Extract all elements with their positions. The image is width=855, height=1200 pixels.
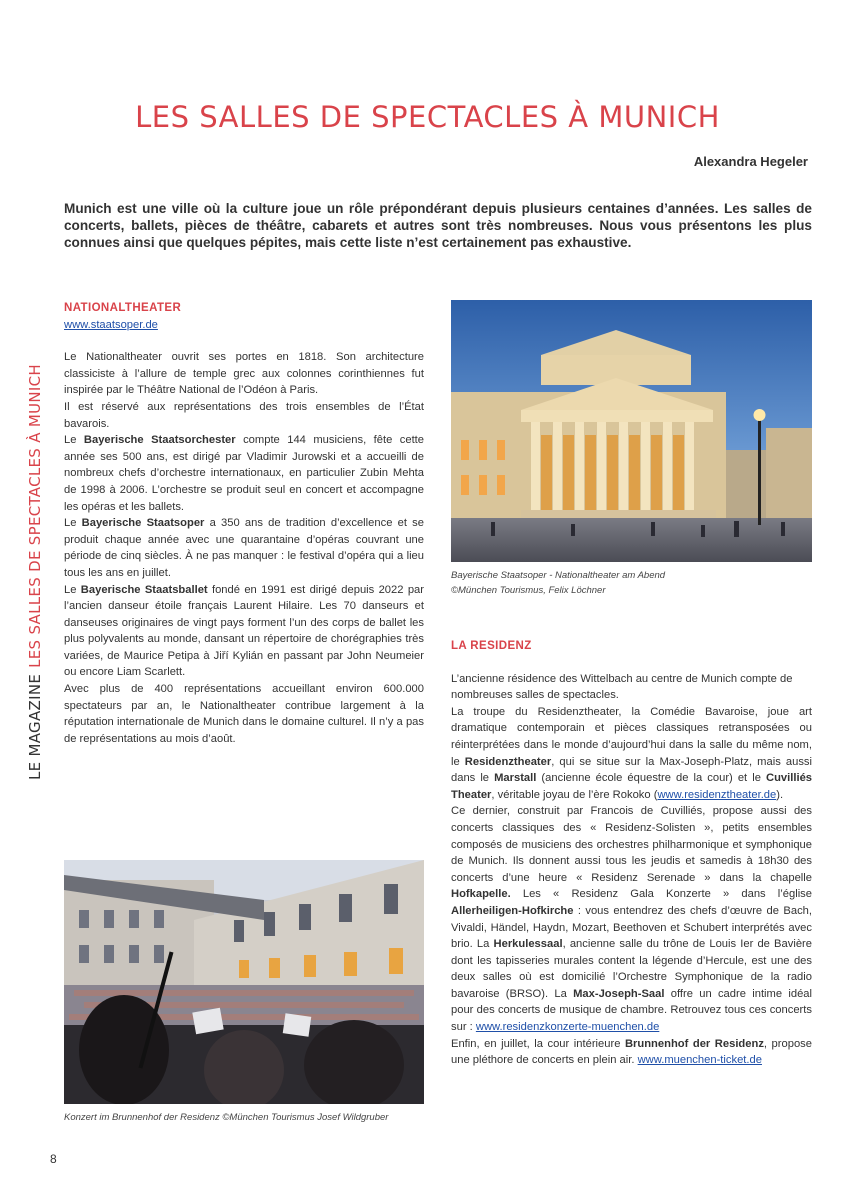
- nationaltheater-paragraph: Avec plus de 400 représentations accueillant environ 600.000 spectateurs par an, le Nationaltheater contribue largement à la réputation internationale de Munich dans le domaine culturel. Il n’y a pas de représentations au mois d’août.: [64, 683, 424, 745]
- hofkirche-name: Allerheiligen-Hofkirche: [451, 904, 574, 917]
- text-run: ).: [776, 788, 784, 801]
- text-run: , propose une pléthore de concerts en plein air.: [451, 1037, 812, 1067]
- magazine-label: LE MAGAZINE: [26, 673, 44, 780]
- residenz-section: [451, 638, 812, 1069]
- text-run: Ce dernier, construit par Francois de Cuvilliés, propose aussi des concerts classiques des « Residenz-Solisten », petits ensembles composés de musiciens des orchestres philharmonique et symphonique de Munich. Ils donnent aussi tous les jeudis et samedis à 18h30 des concerts d’une heure « Residenz Serenade » dans la chapelle: [451, 805, 812, 884]
- cuvillies-name: Cuvilliés Theater: [451, 772, 813, 801]
- text-run: Le: [64, 434, 84, 447]
- text-run: fondé en 1991 est dirigé depuis 2022 par l’ancien danseur étoile français Laurent Hilaire. Les 70 danseurs et danseuses originaires de vingt pays forment l’un des corps de ballet les plus polyvalents au monde, dansant un répertoire de chorégraphies très variées, de Maurice Petipa à Jiří Kylián en passant par John Neumeier ou encore Liam Scarlett.: [64, 583, 424, 679]
- author-name: Alexandra Hegeler: [693, 154, 808, 169]
- brunnenhof-paragraph: [451, 1036, 812, 1069]
- nationaltheater-heading: NATIONALTHEATER: [64, 302, 182, 314]
- herkulessaal-name: Herkulessaal: [493, 938, 563, 951]
- photo-caption: [451, 568, 812, 598]
- muenchen-ticket-link[interactable]: www.muenchen-ticket.de: [637, 1054, 762, 1067]
- text-run: Le: [64, 517, 82, 530]
- text-run: Le: [64, 583, 81, 596]
- page-number: 8: [50, 1152, 57, 1166]
- caption-line: Bayerische Staatsoper - Nationaltheater am Abend: [451, 570, 666, 581]
- concerts-paragraph: [451, 803, 812, 1035]
- caption-credit: ©München Tourismus, Felix Löchner: [451, 585, 606, 596]
- residenz-heading: LA RESIDENZ: [451, 640, 532, 652]
- hofkapelle-name: Hofkapelle.: [451, 888, 511, 901]
- side-section-label: [26, 364, 44, 780]
- staatsoper-name: Bayerische Staatsoper: [81, 517, 205, 530]
- staatsballet-paragraph: [64, 582, 424, 682]
- text-run: (ancienne école équestre de la cour) et le: [536, 772, 766, 785]
- page-title: LES SALLES DE SPECTACLES À MUNICH: [135, 100, 720, 134]
- residenztheater-link[interactable]: www.residenztheater.de: [657, 788, 777, 801]
- text-run: a 350 ans de tradition d’excellence et se produit chaque année avec une quarantaine d’opéras couvrant une période de cinq siècles. À ne pas manquer : le festival d’opéra qui a lieu tous les ans en juillet.: [64, 517, 424, 579]
- staatsorchester-name: Bayerische Staatsorchester: [83, 434, 236, 447]
- marstall-name: Marstall: [494, 772, 537, 785]
- text-run: , qui se situe sur la Max-Joseph-Platz, mais aussi dans le: [451, 755, 812, 785]
- text-run: , ancienne salle du trône de Louis Ier de Bavière dont les tapisseries murales content la légende d’Hercule, est une des deux salles où est domicilié l’Orchestre Symphonique de la radio bavaroise (BRSO). La: [451, 938, 812, 1000]
- brunnenhof-concert-photo: [64, 860, 424, 1104]
- text-run: : vous entendrez des chefs d’œuvre de Bach, Vivaldi, Händel, Haydn, Mozart, Beethoven et Schubert interprétés avec brio. La: [451, 904, 812, 951]
- nationaltheater-photo: [451, 300, 812, 562]
- intro-paragraph: Munich est une ville où la culture joue un rôle prépondérant depuis plusieurs centaines d’années. Les salles de concerts, ballets, pièces de théâtre, cabarets et autres sont très nombreuses. Nous vous présentons les plus connues ainsi que quelques pépites, mais cette liste n’est certainement pas exhaustive.: [64, 201, 812, 250]
- residenztheater-name: Residenztheater: [464, 755, 552, 768]
- residenztheater-paragraph: [451, 704, 812, 804]
- text-run: compte 144 musiciens, fête cette année ses 500 ans, est dirigé par Vladimir Jurowski et a accueilli de nombreux chefs d’orchestre internationaux, en particulier Zubin Mehta de 1998 à 2006. L’orchestre se produit seul en concert et accompagne les opéras et les ballets.: [64, 434, 425, 513]
- nationaltheater-section: [64, 300, 424, 747]
- photo-caption: Konzert im Brunnenhof der Residenz ©München Tourismus Josef Wildgruber: [64, 1112, 389, 1123]
- staatsballet-name: Bayerische Staatsballet: [80, 583, 208, 596]
- nationaltheater-paragraph: Le Nationaltheater ouvrit ses portes en 1818. Son architecture classiciste à l’allure de temple grec aux colonnes corinthiennes fut inspirée par le Théâtre National de l’Odéon à Paris.: [64, 351, 424, 397]
- brunnenhof-name: Brunnenhof der Residenz: [624, 1037, 764, 1050]
- text-run: , véritable joyau de l’ère Rokoko (: [491, 788, 658, 801]
- staatsoper-link[interactable]: www.staatsoper.de: [64, 318, 158, 331]
- residenzkonzerte-link[interactable]: www.residenzkonzerte-muenchen.de: [475, 1021, 660, 1034]
- residenz-paragraph: L’ancienne résidence des Wittelbach au centre de Munich compte de nombreuses salles de spectacles.: [451, 672, 793, 702]
- nationaltheater-paragraph: Il est réservé aux représentations des trois ensembles de l’État bavarois.: [64, 400, 424, 430]
- text-run: Les « Residenz Gala Konzerte » dans l’église: [510, 888, 812, 901]
- staatsorchester-paragraph: [64, 432, 424, 515]
- section-label: LES SALLES DE SPECTACLES À MUNICH: [26, 364, 44, 668]
- staatsoper-paragraph: [64, 515, 424, 581]
- text-run: Enfin, en juillet, la cour intérieure: [451, 1037, 625, 1050]
- text-run: offre un cadre intime idéal pour des concerts de musique de chambre. Retrouvez tous ces concerts sur :: [451, 987, 812, 1034]
- max-joseph-saal-name: Max-Joseph-Saal: [573, 987, 665, 1000]
- text-run: La troupe du Residenztheater, la Comédie Bavaroise, joue art dramatique contemporain et pièces classiques retransposées ou réinterprétées dans le monde d’aujourd’hui dans la salle du même nom, le: [451, 705, 812, 768]
